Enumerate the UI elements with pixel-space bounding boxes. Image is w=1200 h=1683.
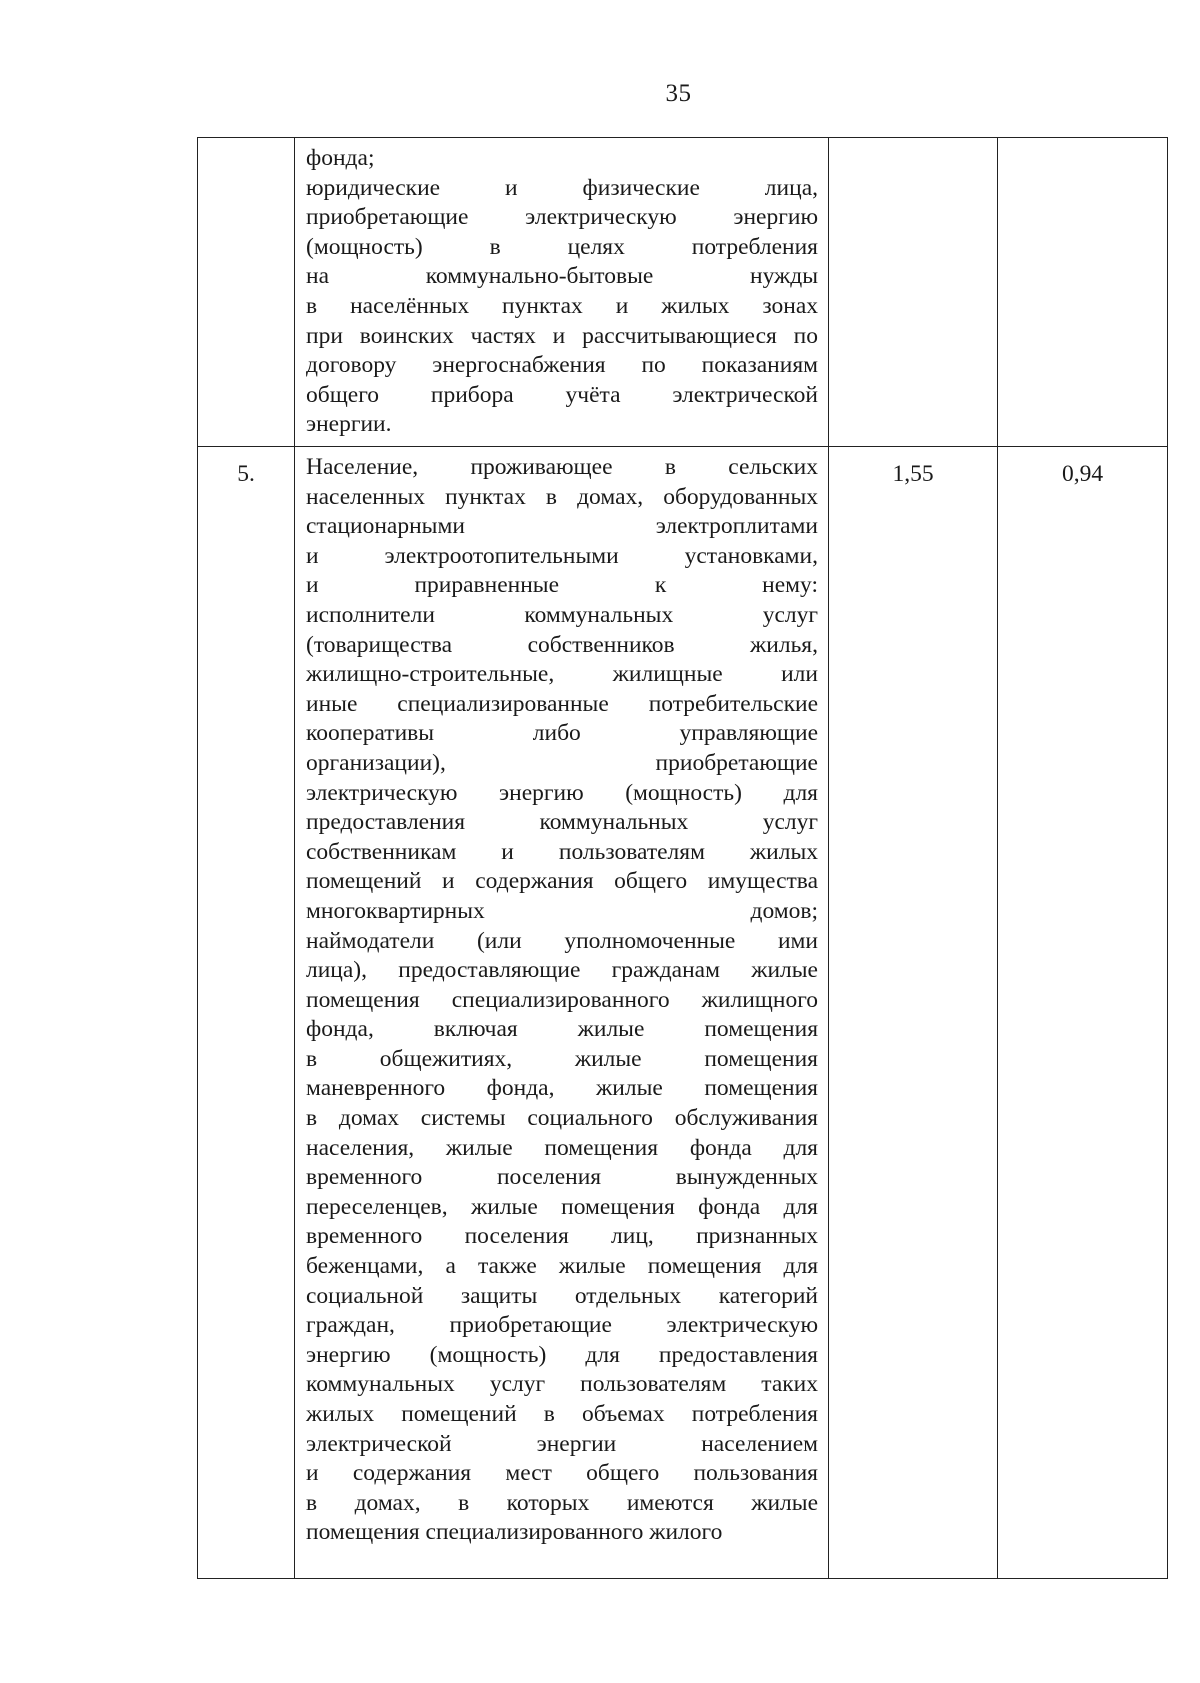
text-line: (мощность) в целях потребления xyxy=(306,233,818,260)
text-line: собственникам и пользователям жилых xyxy=(306,838,818,865)
text-line: и приравненные к нему: xyxy=(306,572,818,599)
text-line: в домах системы социального обслуживания xyxy=(306,1105,818,1132)
table-row xyxy=(198,138,1168,447)
text-line: и содержания мест общего пользования xyxy=(306,1460,818,1487)
text-line: юридические и физические лица, xyxy=(306,174,818,201)
tariff-value-2: 0,94 xyxy=(1061,461,1104,487)
text-line: жилищно-строительные, жилищные или xyxy=(306,661,818,688)
text-line: кооперативы либо управляющие xyxy=(306,720,818,747)
text-line: фонда, включая жилые помещения xyxy=(306,1016,818,1043)
text-line: и электроотопительными установками, xyxy=(306,542,818,569)
value-cell-1 xyxy=(829,447,998,1579)
text-line: фонда; xyxy=(306,145,375,171)
row-index-cell xyxy=(198,447,295,1579)
tariff-table xyxy=(197,137,1168,1579)
description-text xyxy=(295,138,828,444)
row-index xyxy=(198,138,294,151)
text-line: временного поселения вынужденных xyxy=(306,1164,818,1191)
text-line: в населённых пунктах и жилых зонах xyxy=(306,292,818,319)
value-cell-2 xyxy=(998,138,1168,447)
text-line: исполнители коммунальных услуг xyxy=(306,601,818,628)
text-line: (товарищества собственников жилья, xyxy=(306,631,818,658)
text-line: социальной защиты отдельных категорий xyxy=(306,1282,818,1309)
text-line: маневренного фонда, жилые помещения xyxy=(306,1075,818,1102)
text-line: граждан, приобретающие электрическую xyxy=(306,1312,818,1339)
text-line: договору энергоснабжения по показаниям xyxy=(306,352,818,379)
text-line: помещений и содержания общего имущества xyxy=(306,868,818,895)
text-line: иные специализированные потребительские xyxy=(306,690,818,717)
text-line: на коммунально-бытовые нужды xyxy=(306,263,818,290)
text-line: энергии. xyxy=(306,411,392,438)
text-line: жилых помещений в объемах потребления xyxy=(306,1401,818,1427)
text-line: при воинских частях и рассчитывающиеся по xyxy=(306,322,818,349)
text-line: Население, проживающее в сельских xyxy=(306,454,818,480)
text-line: населенных пунктах в домах, оборудованных xyxy=(306,483,818,510)
tariff-value-1: 1,55 xyxy=(892,461,934,487)
text-line: многоквартирных домов; xyxy=(306,897,818,924)
text-line: в домах, в которых имеются жилые xyxy=(306,1489,818,1516)
row-index: 5. xyxy=(237,461,255,487)
tariff-value-1 xyxy=(829,138,997,151)
value-cell-2 xyxy=(998,447,1168,1579)
text-line: приобретающие электрическую энергию xyxy=(306,204,818,231)
table-row xyxy=(198,447,1168,1579)
description-cell xyxy=(295,138,829,447)
text-line: в общежитиях, жилые помещения xyxy=(306,1045,818,1072)
text-line: организации), приобретающие xyxy=(306,749,818,776)
text-line: общего прибора учёта электрической xyxy=(306,381,818,408)
text-line: коммунальных услуг пользователям таких xyxy=(306,1371,818,1398)
text-line: предоставления коммунальных услуг xyxy=(306,809,818,836)
value-cell-1 xyxy=(829,138,998,447)
text-line: наймодатели (или уполномоченные ими xyxy=(306,927,818,954)
page-number: 35 xyxy=(665,80,692,107)
text-line: помещения специализированного жилого xyxy=(306,1519,723,1546)
description-text xyxy=(295,447,828,1552)
text-line: электрической энергии населением xyxy=(306,1430,818,1457)
text-line: временного поселения лиц, признанных xyxy=(306,1223,818,1250)
text-line: переселенцев, жилые помещения фонда для xyxy=(306,1193,818,1220)
text-line: энергию (мощность) для предоставления xyxy=(306,1341,818,1368)
text-line: электрическую энергию (мощность) для xyxy=(306,779,818,806)
text-line: беженцами, а также жилые помещения для xyxy=(306,1253,818,1280)
row-index-cell xyxy=(198,138,295,447)
description-cell xyxy=(295,447,829,1579)
tariff-value-2 xyxy=(998,138,1167,151)
text-line: стационарными электроплитами xyxy=(306,513,818,540)
text-line: помещения специализированного жилищного xyxy=(306,986,818,1013)
text-line: лица), предоставляющие гражданам жилые xyxy=(306,957,818,984)
text-line: населения, жилые помещения фонда для xyxy=(306,1134,818,1161)
